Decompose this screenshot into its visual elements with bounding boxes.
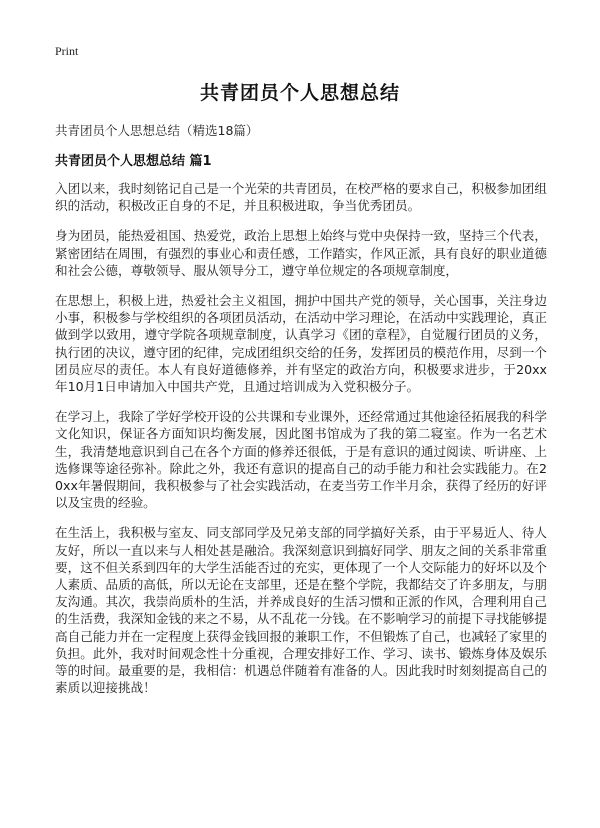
print-link[interactable]: Print	[55, 44, 79, 58]
page-title: 共青团员个人思想总结	[199, 82, 400, 104]
document-subtitle: 共青团员个人思想总结（精选18篇）	[55, 123, 259, 138]
document-body	[55, 180, 547, 709]
section-heading: 共青团员个人思想总结 篇1	[55, 154, 212, 169]
paragraph-2: 身为团员，能热爱祖国、热爱党，政治上思想上始终与党中央保持一致，坚持三个代表，紧密团结在周围，有强烈的事业心和责任感，工作踏实，作风正派，具有良好的职业道德和社会公德，尊敬领导、服从领导分工，遵守单位规定的各项规章制度，	[55, 228, 547, 278]
paragraph-5: 在生活上，我积极与室友、同支部同学及兄弟支部的同学搞好关系，由于平易近人、待人友好，所以一直以来与人相处甚是融洽。我深刻意识到搞好同学、朋友之间的关系非常重要，这不但关系到四年的大学生活能否过的充实，更体现了一个人交际能力的好坏以及个人素质、品质的高低，所以无论在支部里，还是在整个学院，我都结交了许多朋友，与朋友沟通。其次，我崇尚质朴的生活，并养成良好的生活习惯和正派的作风，合理利用自己的生活费，我深知金钱的来之不易，从不乱花一分钱。在不影响学习的前提下寻找能够提高自己能力并在一定程度上获得金钱回报的兼职工作，不但锻炼了自己，也减轻了家里的负担。此外，我对时间观念性十分重视，合理安排好工作、学习、读书、锻炼身体及娱乐等的时间。最重要的是，我相信：机遇总伴随着有准备的人。因此我时时刻刻提高自己的素质以迎接挑战！	[55, 525, 547, 696]
paragraph-3: 在思想上，积极上进，热爱社会主义祖国，拥护中国共产党的领导，关心国事，关注身边小事，积极参与学校组织的各项团员活动，在活动中学习理论，在活动中实践理论，真正做到学以致用，遵守学院各项规章制度，认真学习《团的章程》，自觉履行团员的义务，执行团的决议，遵守团的纪律，完成团组织交给的任务，发挥团员的模范作用，尽到一个团员应尽的责任。本人有良好道德修养，并有坚定的政治方向，积极要求进步，于20xx年10月1日申请加入中国共产党，且通过培训成为入党积极分子。	[55, 293, 547, 395]
paragraph-4: 在学习上，我除了学好学校开设的公共课和专业课外，还经常通过其他途径拓展我的科学文化知识，保证各方面知识均衡发展，因此图书馆成为了我的第二寝室。作为一名艺术生，我清楚地意识到自己在各个方面的修养还很低，于是有意识的通过阅读、听讲座、上选修课等途径弥补。除此之外，我还有意识的提高自己的动手能力和社会实践能力。在20xx年暑假期间，我积极参与了社会实践活动，在麦当劳工作半月余，获得了经历的好评以及宝贵的经验。	[55, 409, 547, 511]
paragraph-1: 入团以来，我时刻铭记自己是一个光荣的共青团员，在校严格的要求自己，积极参加团组织的活动，积极改正自身的不足，并且积极进取，争当优秀团员。	[55, 181, 547, 214]
